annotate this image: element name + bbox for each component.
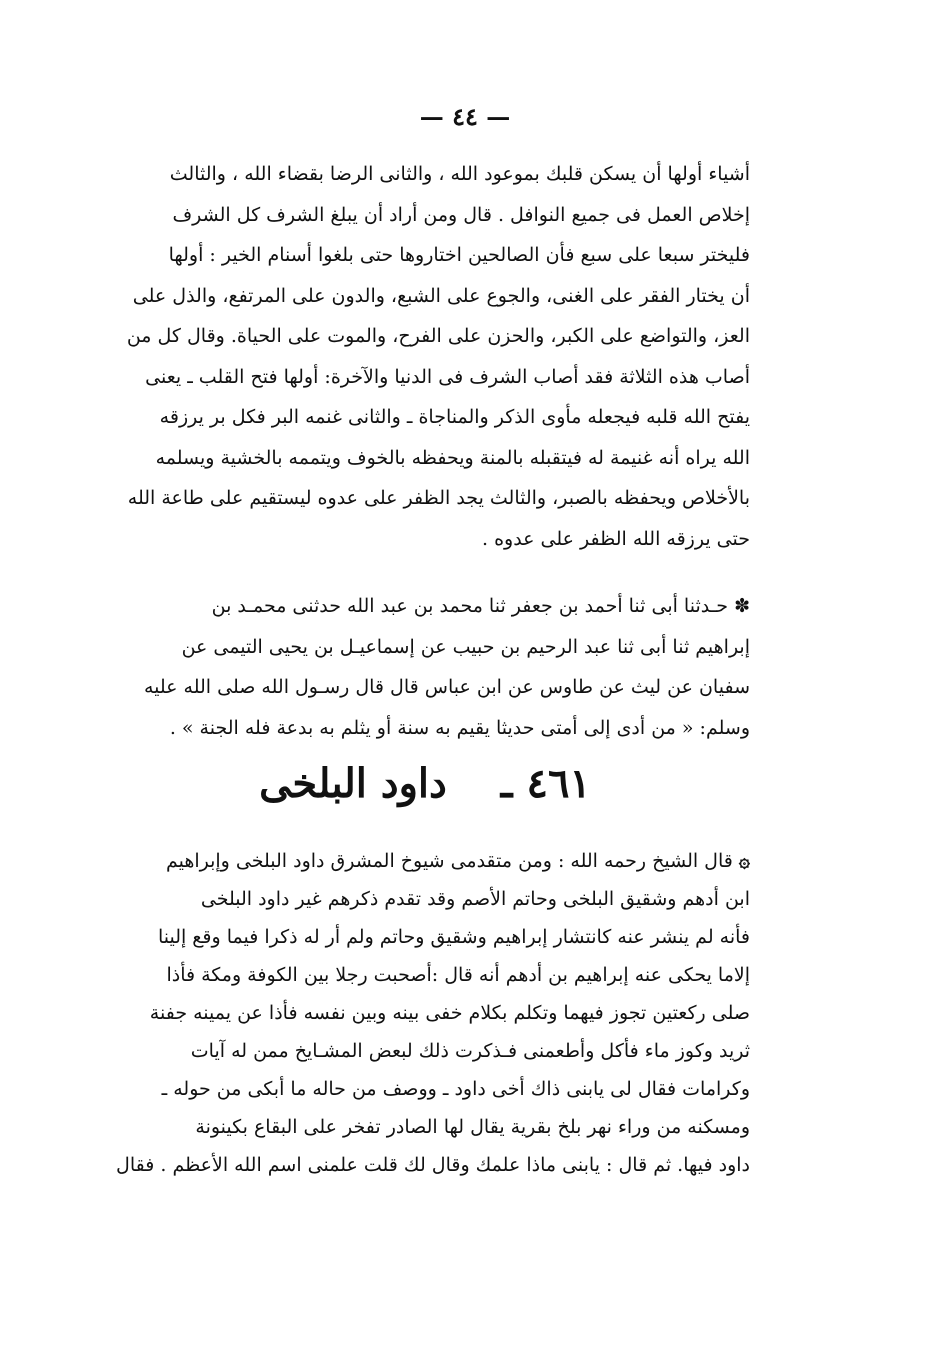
- text-line: أصاب هذه الثلاثة فقد أصاب الشرف فى الدنيا والآخرة: أولها فتح القلب ـ يعنى: [145, 365, 750, 388]
- section-title: داود البلخى: [259, 760, 447, 807]
- text-line: إلاما يحكى عنه إبراهيم بن أدهم أنه قال :أصحبت رجلا بين الكوفة ومكة فأذا: [166, 964, 750, 986]
- text-line: أشياء أولها أن يسكن قلبك بموعود الله ، والثانى الرضا بقضاء الله ، والثالث: [169, 163, 750, 185]
- text-line: وكرامات فقال لى يابنى ذاك أخى داود ـ ووصف من حاله ما أبكى من حوله ـ: [161, 1078, 750, 1100]
- section-heading: [100, 760, 750, 807]
- text-line: إخلاص العمل فى جميع النوافل . قال ومن أراد أن يبلغ الشرف كل الشرف: [172, 203, 750, 226]
- text-line: حتى يرزقه الله الظفر على عدوه .: [481, 527, 750, 550]
- text-line: [100, 842, 750, 880]
- text-line: فأنه لم ينشر عنه كانتشار إبراهيم وشقيق وحاتم ولم أر له ذكرا فيما وقع إلينا: [157, 926, 750, 948]
- paragraph-sayings: [100, 154, 750, 559]
- text-line: إبراهيم ثنا أبى ثنا عبد الرحيم بن حبيب عن إسماعيـل بن يحيى التيمى عن: [181, 635, 750, 658]
- text-line: ✽ حـدثنا أبى ثنا أحمد بن جعفر ثنا محمد بن عبد الله حدثنى محمـد بن: [211, 595, 750, 617]
- section-number: ٤٦١ ـ: [500, 760, 591, 807]
- text-line: وسلم: « من أدى إلى أمتى حديثا يقيم به سنة أو يثلم به بدعة فله الجنة » .: [169, 716, 750, 739]
- page-number: — ٤٤ —: [419, 102, 511, 131]
- text-line-content: قال الشيخ رحمه الله : ومن متقدمى شيوخ المشرق داود البلخى وإبراهيم: [165, 850, 733, 872]
- text-line: أن يختار الفقر على الغنى، والجوع على الشبع، والدون على المرتفع، والذل على: [132, 284, 750, 307]
- text-line: ومسكنه من وراء نهر بلخ بقرية يقال لها الصادر تفخر على البقاع بكينونة: [195, 1116, 750, 1138]
- text-line: داود فيها. ثم قال : يابنى ماذا علمك وقال لك قلت علمنى اسم الله الأعظم . فقال: [116, 1154, 750, 1176]
- text-line: ابن أدهم وشقيق البلخى وحاتم الأصم وقد تقدم ذكرهم غير داود البلخى: [200, 888, 750, 910]
- text-line: سفيان عن ليث عن طاوس عن ابن عباس قال قال رسـول الله صلى الله عليه: [143, 676, 750, 698]
- paragraph-hadith: [100, 586, 750, 748]
- paragraph-marker: ۞: [738, 850, 750, 872]
- paragraph-biography: [100, 842, 750, 1184]
- text-line: العز، والتواضع على الكبر، والحزن على الفرح، والموت على الحياة. وقال كل من: [126, 325, 750, 347]
- text-line: صلى ركعتين تجوز فيهما وتكلم بكلام خفى بينه وبين نفسه فأذا عن يمينه جفنة: [149, 1002, 750, 1024]
- text-line: يفتح الله قلبه فيجعله مأوى الذكر والمناجاة ـ والثانى غنمه البر فكل بر يرزقه: [159, 406, 750, 428]
- text-line: الله يراه أنه غنيمة له فيتقبله بالمنة ويحفظه بالخوف ويتممه بالخشية ويسلمه: [155, 446, 750, 469]
- text-line: ثريد وكوز ماء فأكل وأطعمنى فـذكرت ذلك لبعض المشـايخ ممن له آيات: [190, 1040, 750, 1062]
- text-line: بالأخلاص ويحفظه بالصبر، والثالث يجد الظفر على عدوه ليستقيم على طاعة الله: [127, 487, 750, 509]
- text-line: فليختر سبعا على سبع فأن الصالحين اختاروها حتى بلغوا أسنام الخير : أولها: [168, 244, 750, 266]
